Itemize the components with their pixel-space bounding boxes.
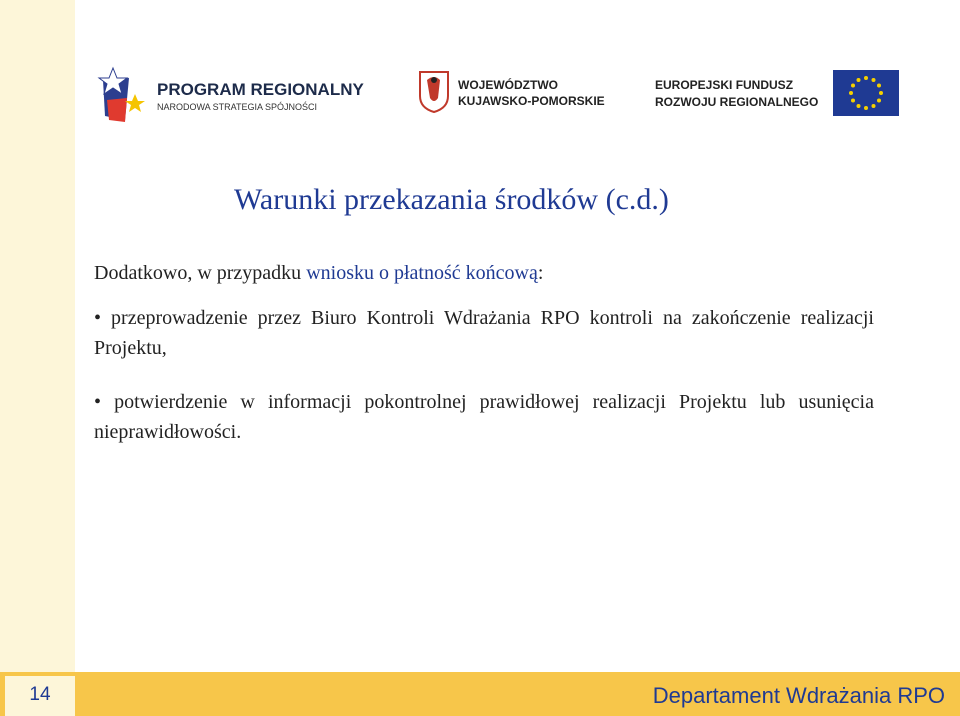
intro-highlight: wniosku o płatność końcową (306, 262, 538, 284)
star-emblem-icon (95, 60, 155, 130)
page-number: 14 (29, 684, 51, 705)
bullet-text-1: przeprowadzenie przez Biuro Kontroli Wdrażania RPO kontroli na zakończenie realizacji Projektu, (94, 307, 874, 359)
griffin-crest-icon (418, 68, 450, 113)
program-title: PROGRAM REGIONALNY (157, 80, 364, 99)
region-line-2: KUJAWSKO-POMORSKIE (458, 94, 605, 108)
intro-prefix: Dodatkowo, w przypadku (94, 262, 307, 284)
region-line-1: WOJEWÓDZTWO (458, 78, 558, 92)
eu-flag-icon (833, 70, 899, 116)
bullet-item-2 (94, 387, 874, 447)
bullet-text-2: potwierdzenie w informacji pokontrolnej prawidłowej realizacji Projektu lub usunięcia nieprawidłowości. (94, 391, 874, 443)
bullet-icon: • (94, 307, 112, 329)
intro-line (94, 262, 543, 285)
eu-fund-logo (655, 70, 900, 120)
left-decor-strip (0, 0, 75, 716)
bullet-icon: • (94, 391, 115, 413)
bullet-item-1 (94, 303, 874, 363)
program-regionalny-logo (95, 60, 365, 130)
wojewodztwo-logo (418, 68, 618, 118)
slide-title: Warunki przekazania środków (c.d.) (234, 183, 669, 216)
intro-suffix: : (537, 262, 544, 284)
eu-line-1: EUROPEJSKI FUNDUSZ (655, 78, 794, 92)
footer-department: Departament Wdrażania RPO (652, 683, 945, 708)
program-subtitle: NARODOWA STRATEGIA SPÓJNOŚCI (157, 102, 318, 112)
eu-line-2: ROZWOJU REGIONALNEGO (655, 95, 819, 109)
